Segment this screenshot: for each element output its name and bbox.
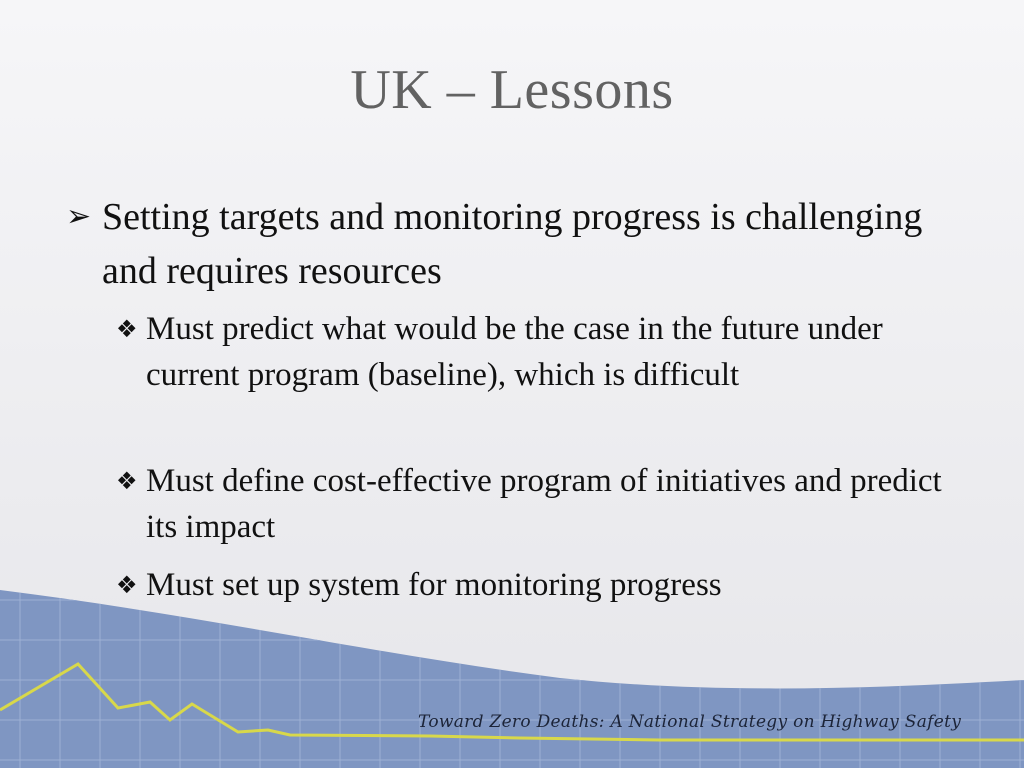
diamond-bullet-icon: ❖ [116,315,138,343]
main-bullet [66,190,966,298]
sub-bullet [116,458,966,550]
footer-decoration [0,560,1024,768]
footer-caption: Toward Zero Deaths: A National Strategy on Highway Safety [418,712,962,732]
sub-bullet-text: Must define cost-effective program of initiatives and predict its impact [146,463,942,545]
diamond-bullet-icon: ❖ [116,571,138,599]
sub-bullet [116,306,966,398]
main-bullet-text: Setting targets and monitoring progress is challenging and requires resources [102,196,923,292]
diamond-bullet-icon: ❖ [116,467,138,495]
slide-title: UK – Lessons [350,59,674,121]
sub-bullet-text: Must predict what would be the case in the future under current program (baseline), which is difficult [146,311,883,393]
arrow-bullet-icon: ➢ [66,199,92,234]
sub-bullet-text: Must set up system for monitoring progress [146,567,722,603]
